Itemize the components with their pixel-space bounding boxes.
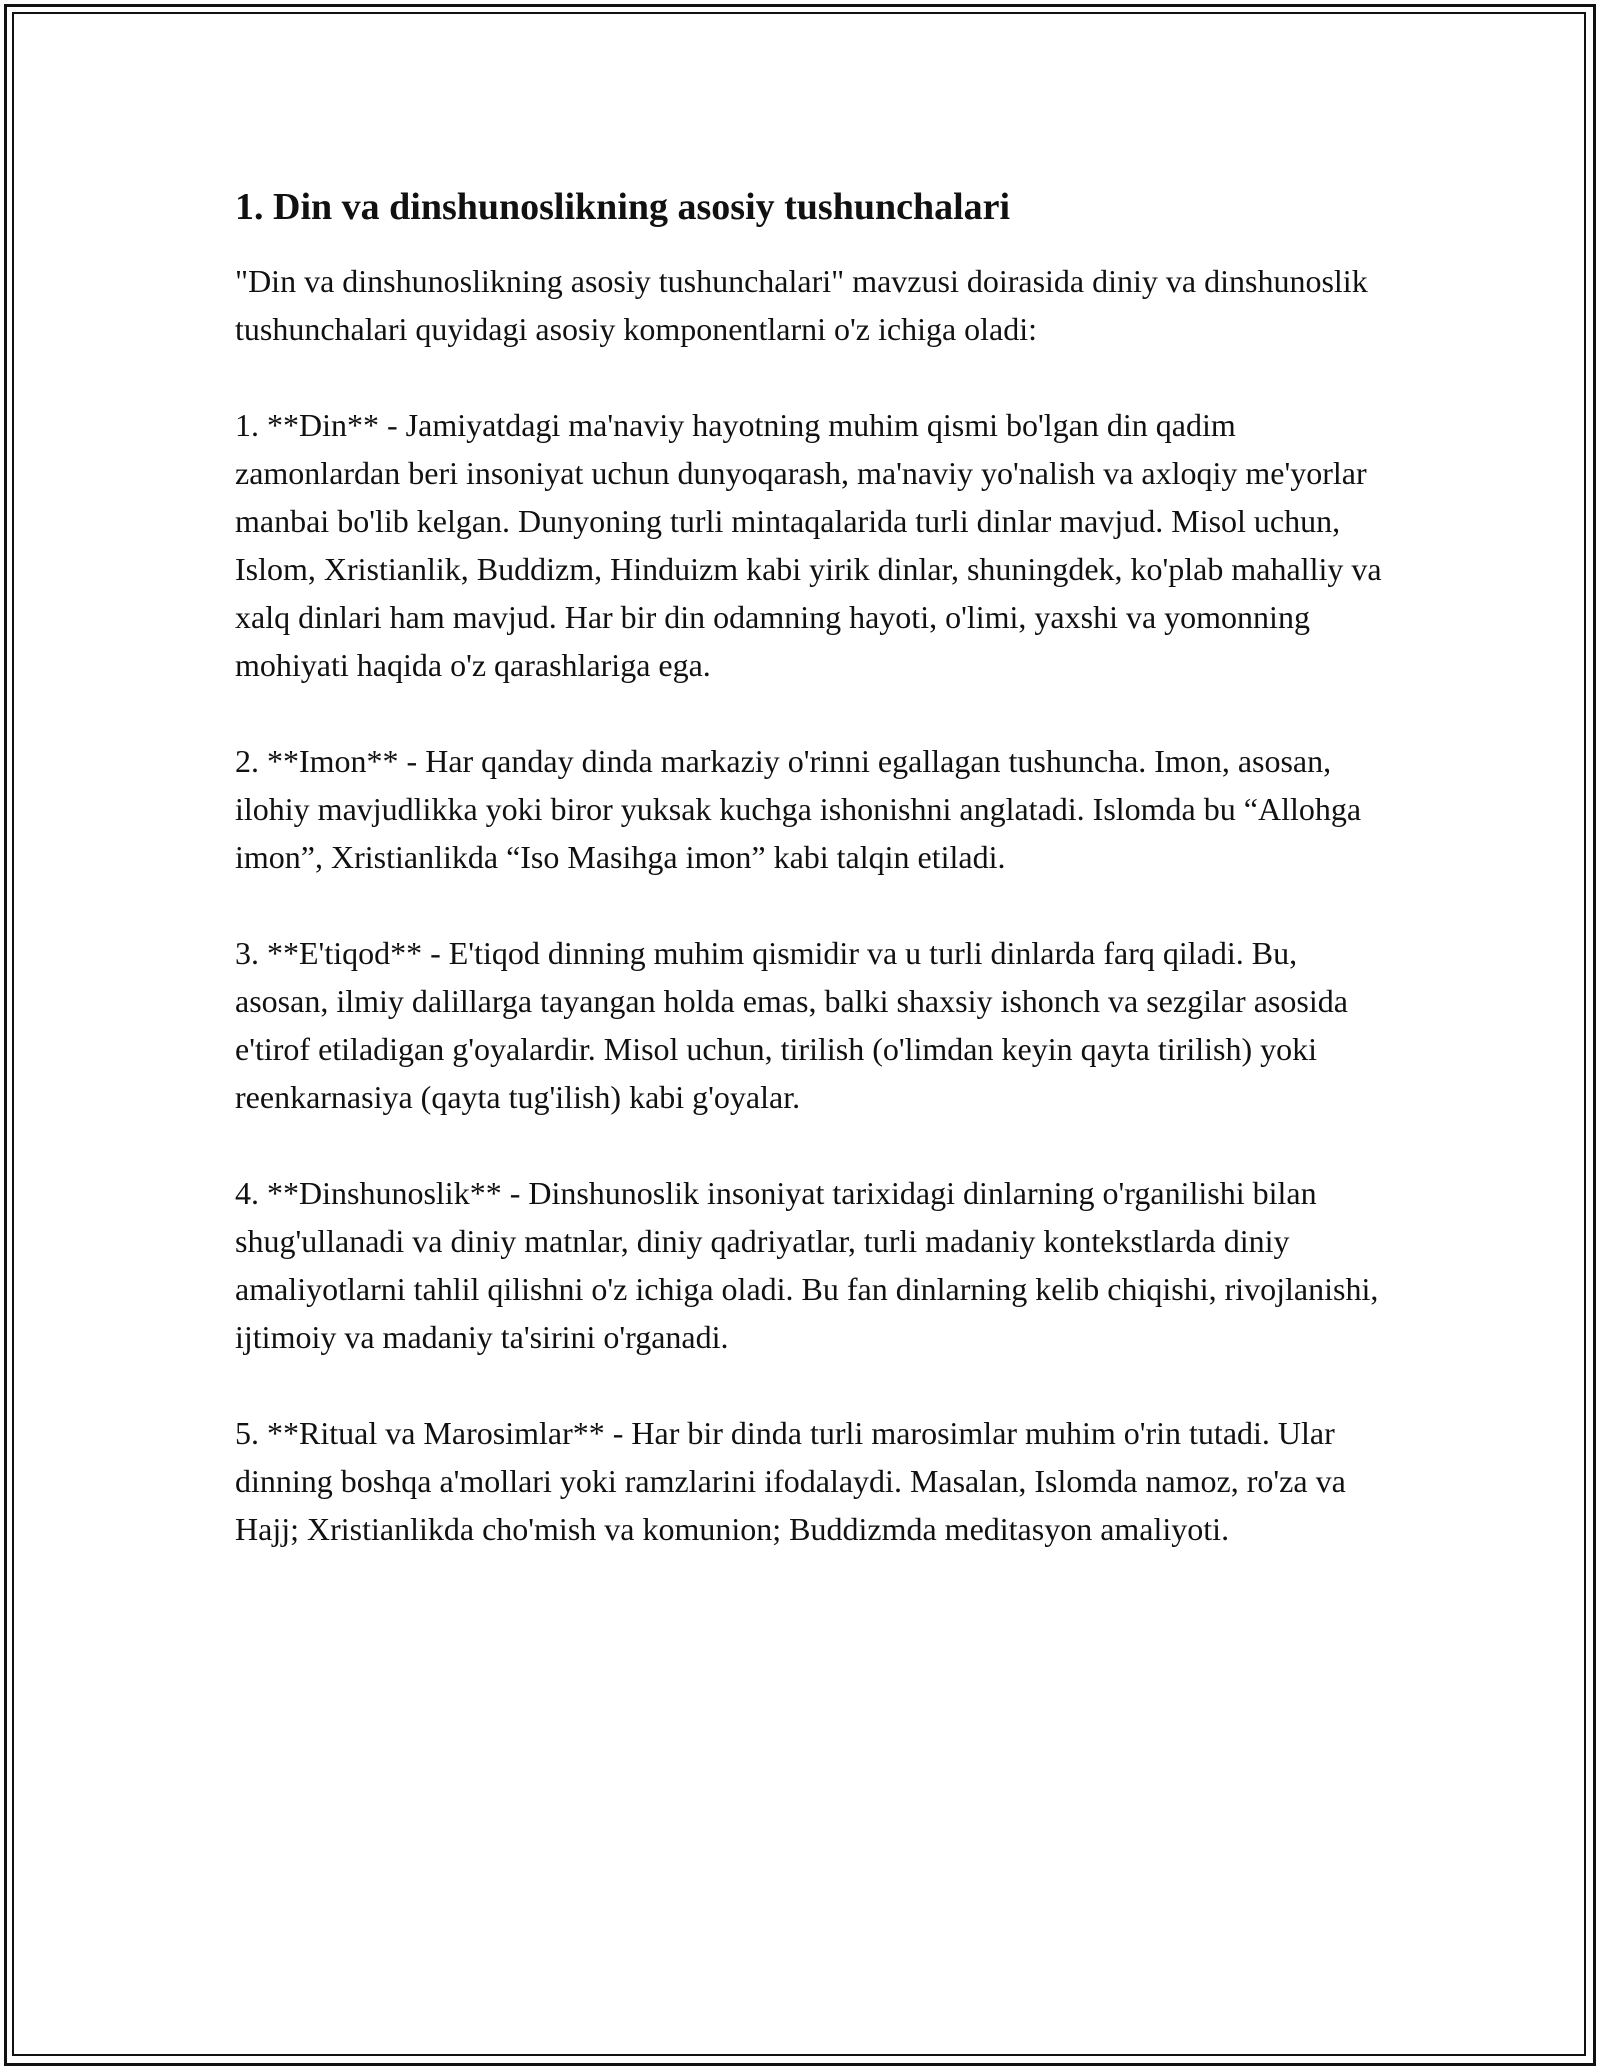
paragraph-etiqod: 3. **E'tiqod** - E'tiqod dinning muhim qismidir va u turli dinlarda farq qiladi. Bu, asosan, ilmiy dalillarga tayangan holda emas, balki shaxsiy ishonch va sezgilar asosida e'tirof etiladigan g'oyalardir. Misol uchun, tirilish (o'limdan keyin qayta tirilish) yoki reenkarnasiya (qayta tug'ilish) kabi g'oyalar. <box>235 934 1348 1115</box>
paragraph-imon: 2. **Imon** - Har qanday dinda markaziy o'rinni egallagan tushuncha. Imon, asosan, ilohiy mavjudlikka yoki biror yuksak kuchga ishonishni anglatadi. Islomda bu “Allohga imon”, Xristianlikda “Iso Masihga imon” kabi talqin etiladi. <box>235 742 1362 875</box>
paragraph-dinshunoslik: 4. **Dinshunoslik** - Dinshunoslik insoniyat tarixidagi dinlarning o'rganilishi bilan shug'ullanadi va diniy matnlar, diniy qadriyatlar, turli madaniy kontekstlarda diniy amaliyotlarni tahlil qilishni o'z ichiga oladi. Bu fan dinlarning kelib chiqishi, rivojlanishi, ijtimoiy va madaniy ta'sirini o'rganadi. <box>235 1174 1379 1355</box>
paragraph-din: 1. **Din** - Jamiyatdagi ma'naviy hayotning muhim qismi bo'lgan din qadim zamonlardan beri insoniyat uchun dunyoqarash, ma'naviy yo'nalish va axloqiy me'yorlar manbai bo'lib kelgan. Dunyoning turli mintaqalarida turli dinlar mavjud. Misol uchun, Islom, Xristianlik, Buddizm, Hinduizm kabi yirik dinlar, shuningdek, ko'plab mahalliy va xalq dinlari ham mavjud. Har bir din odamning hayoti, o'limi, yaxshi va yomonning mohiyati haqida o'z qarashlariga ega. <box>235 406 1382 683</box>
paragraph-ritual: 5. **Ritual va Marosimlar** - Har bir dinda turli marosimlar muhim o'rin tutadi. Ular dinning boshqa a'mollari yoki ramzlarini ifodalaydi. Masalan, Islomda namoz, ro'za va Hajj; Xristianlikda cho'mish va komunion; Buddizmda meditasyon amaliyoti. <box>235 1414 1346 1547</box>
intro-paragraph: "Din va dinshunoslikning asosiy tushunchalari" mavzusi doirasida diniy va dinshunoslik tushunchalari quyidagi asosiy komponentlarni o'z ichiga oladi: <box>235 262 1368 347</box>
document-body <box>235 185 1385 1601</box>
document-title: 1. Din va dinshunoslikning asosiy tushunchalari <box>235 186 1011 228</box>
